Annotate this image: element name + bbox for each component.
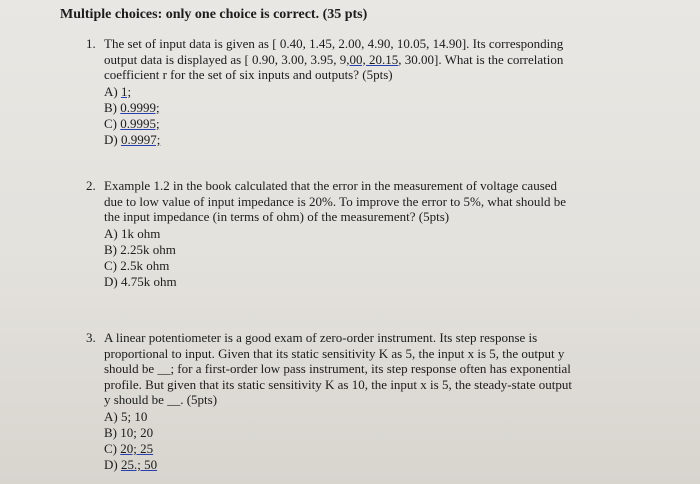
question-number: 2. (86, 178, 96, 193)
choice-letter: A) (104, 408, 118, 424)
highlighted-text: 00, 20.15 (349, 51, 399, 67)
choice-letter: C) (104, 257, 117, 273)
question-1 (86, 36, 666, 148)
choice-a[interactable] (104, 226, 666, 242)
choice-value: 25.; 50 (120, 456, 158, 472)
choice-c[interactable] (104, 441, 666, 457)
choice-a[interactable] (104, 84, 666, 100)
question-2 (86, 178, 666, 290)
choice-letter: B) (104, 424, 117, 440)
choice-letter: B) (104, 241, 117, 257)
choice-letter: A) (104, 83, 118, 99)
question-text (104, 36, 666, 83)
choice-value: 1; (120, 83, 132, 99)
choice-letter: C) (104, 115, 117, 131)
choice-letter: D) (104, 273, 118, 289)
choice-letter: D) (104, 131, 118, 147)
choice-value: 2.5k ohm (120, 257, 170, 273)
choice-value: 0.9995; (120, 115, 160, 131)
choice-value: 0.9999; (120, 99, 160, 115)
choice-value: 4.75k ohm (120, 273, 177, 289)
choice-a[interactable] (104, 409, 666, 425)
section-title: Multiple choices: only one choice is correct. (35 pts) (60, 7, 368, 22)
choice-b[interactable] (104, 425, 666, 441)
choice-value: 0.9997; (120, 131, 161, 147)
question-3 (86, 330, 666, 473)
choice-value: 20; 25 (120, 440, 154, 456)
choice-value: 2.25k ohm (120, 241, 176, 257)
choice-d[interactable] (104, 274, 666, 290)
choice-letter: C) (104, 440, 117, 456)
question-number: 3. (86, 330, 96, 345)
choice-letter: D) (104, 456, 118, 472)
choice-b[interactable] (104, 242, 666, 258)
choice-letter: B) (104, 99, 117, 115)
question-text: Example 1.2 in the book calculated that the error in the measurement of voltage caused due to low value of input impedance is 20%. To improve the error to 5%, what should be the input impedance (in terms of ohm) of the measurement? (5pts) (104, 178, 567, 225)
question-text: A linear potentiometer is a good exam of zero-order instrument. Its step response is proportional to input. Given that its static sensitivity K as 5, the input x is 5, the output y should be __; for a first-order low pass instrument, its step response often has exponential profile. But given that its static sensitivity K as 10, the input x is 5, the steady-state output y should be __. (5pts) (104, 330, 572, 408)
question-text-part: , 30.00]. What is the correlation coefficient r for the set of six inputs and outputs? (5pts) (104, 51, 564, 83)
choice-c[interactable] (104, 116, 666, 132)
choice-list (104, 226, 666, 290)
choice-value: 10; 20 (120, 424, 154, 440)
choice-b[interactable] (104, 100, 666, 116)
choice-value: 5; 10 (120, 408, 148, 424)
choice-c[interactable] (104, 258, 666, 274)
choice-list (104, 409, 666, 473)
choice-value: 1k ohm (120, 225, 161, 241)
choice-d[interactable] (104, 132, 666, 148)
question-number: 1. (86, 36, 96, 51)
choice-letter: A) (104, 225, 118, 241)
choice-d[interactable] (104, 457, 666, 473)
choice-list (104, 84, 666, 148)
question-text-part: The set of input data is given as [ 0.40, 1.45, 2.00, 4.90, 10.05, 14.90]. Its corresponding output data is displayed as [ 0.90, 3.00, 3.95, 9, (104, 36, 564, 67)
